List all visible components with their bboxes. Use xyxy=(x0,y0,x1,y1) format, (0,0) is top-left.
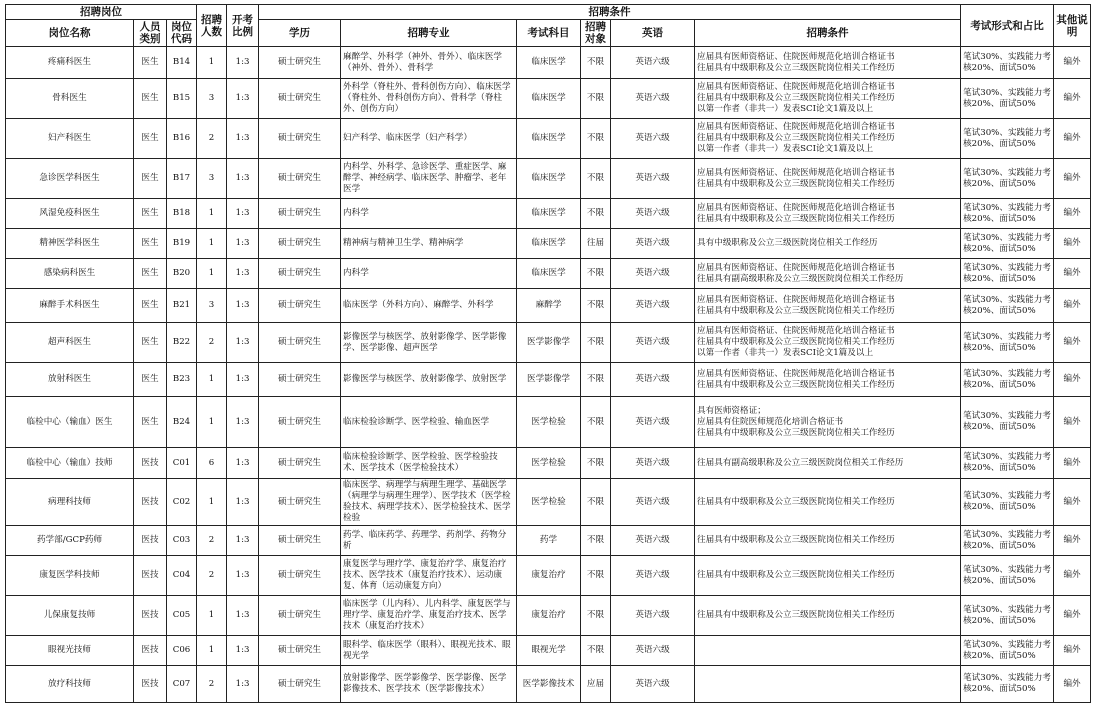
table-row xyxy=(6,259,1091,289)
cell-category: 医生 xyxy=(134,289,167,323)
cell-requirement: 具有医师资格证； 应届具有住院医师规范化培训合格证书 往届具有中级职称及公立三级医院岗位相关工作经历 xyxy=(695,397,961,448)
cell-education: 硕士研究生 xyxy=(259,479,341,526)
cell-requirement: 往届具有中级职称及公立三级医院岗位相关工作经历 xyxy=(695,556,961,596)
cell-english: 英语六级 xyxy=(611,556,695,596)
cell-category: 医技 xyxy=(134,556,167,596)
cell-category: 医生 xyxy=(134,159,167,199)
cell-major: 药学、临床药学、药理学、药剂学、药物分析 xyxy=(341,526,517,556)
header-exam: 考试形式和占比 xyxy=(961,5,1054,47)
cell-requirement: 应届具有医师资格证、住院医师规范化培训合格证书 往届具有中级职称及公立三级医院岗位相关工作经历 xyxy=(695,159,961,199)
cell-note: 编外 xyxy=(1054,289,1091,323)
cell-code: B22 xyxy=(167,323,197,363)
cell-code: B23 xyxy=(167,363,197,397)
cell-post-name: 放射科医生 xyxy=(6,363,134,397)
cell-ratio: 1:3 xyxy=(227,323,259,363)
cell-category: 医技 xyxy=(134,636,167,666)
table-row xyxy=(6,556,1091,596)
cell-note: 编外 xyxy=(1054,119,1091,159)
cell-subject: 麻醉学 xyxy=(517,289,581,323)
header-target: 招聘对象 xyxy=(581,20,611,47)
table-row xyxy=(6,79,1091,119)
cell-major: 眼科学、临床医学（眼科）、眼视光技术、眼视光学 xyxy=(341,636,517,666)
cell-major: 影像医学与核医学、放射影像学、放射医学 xyxy=(341,363,517,397)
cell-category: 医生 xyxy=(134,397,167,448)
cell-requirement xyxy=(695,636,961,666)
cell-note: 编外 xyxy=(1054,666,1091,703)
cell-category: 医生 xyxy=(134,363,167,397)
cell-requirement: 具有中级职称及公立三级医院岗位相关工作经历 xyxy=(695,229,961,259)
cell-post-name: 妇产科医生 xyxy=(6,119,134,159)
cell-major: 精神病与精神卫生学、精神病学 xyxy=(341,229,517,259)
cell-ratio: 1:3 xyxy=(227,79,259,119)
cell-exam: 笔试30%、实践能力考核20%、面试50% xyxy=(961,79,1054,119)
cell-major: 临床医学（外科方向）、麻醉学、外科学 xyxy=(341,289,517,323)
cell-exam: 笔试30%、实践能力考核20%、面试50% xyxy=(961,159,1054,199)
cell-requirement: 往届具有中级职称及公立三级医院岗位相关工作经历 xyxy=(695,526,961,556)
cell-english: 英语六级 xyxy=(611,289,695,323)
cell-category: 医生 xyxy=(134,199,167,229)
cell-education: 硕士研究生 xyxy=(259,199,341,229)
cell-category: 医生 xyxy=(134,323,167,363)
cell-education: 硕士研究生 xyxy=(259,596,341,636)
cell-count: 1 xyxy=(197,397,227,448)
cell-note: 编外 xyxy=(1054,596,1091,636)
cell-code: C03 xyxy=(167,526,197,556)
cell-ratio: 1:3 xyxy=(227,636,259,666)
cell-education: 硕士研究生 xyxy=(259,229,341,259)
cell-english: 英语六级 xyxy=(611,229,695,259)
cell-education: 硕士研究生 xyxy=(259,119,341,159)
cell-code: C06 xyxy=(167,636,197,666)
cell-note: 编外 xyxy=(1054,363,1091,397)
cell-ratio: 1:3 xyxy=(227,596,259,636)
table-row xyxy=(6,159,1091,199)
header-row-1 xyxy=(6,5,1091,20)
cell-subject: 医学影像学 xyxy=(517,323,581,363)
cell-category: 医技 xyxy=(134,596,167,636)
cell-code: B19 xyxy=(167,229,197,259)
cell-exam: 笔试30%、实践能力考核20%、面试50% xyxy=(961,479,1054,526)
table-row xyxy=(6,448,1091,479)
cell-major: 临床医学、病理学与病理生理学、基础医学（病理学与病理生理学）、医学技术（医学检验技术、病理学技术）、医学检验技术、医学检验 xyxy=(341,479,517,526)
cell-major: 内科学 xyxy=(341,199,517,229)
table-row xyxy=(6,323,1091,363)
cell-requirement: 往届具有中级职称及公立三级医院岗位相关工作经历 xyxy=(695,479,961,526)
cell-education: 硕士研究生 xyxy=(259,448,341,479)
cell-major: 临床检验诊断学、医学检验、医学检验技术、医学技术（医学检验技术） xyxy=(341,448,517,479)
cell-ratio: 1:3 xyxy=(227,448,259,479)
cell-education: 硕士研究生 xyxy=(259,159,341,199)
cell-code: C07 xyxy=(167,666,197,703)
cell-education: 硕士研究生 xyxy=(259,636,341,666)
cell-subject: 医学影像学 xyxy=(517,363,581,397)
cell-note: 编外 xyxy=(1054,323,1091,363)
cell-target: 应届 xyxy=(581,666,611,703)
cell-subject: 临床医学 xyxy=(517,159,581,199)
table-row xyxy=(6,666,1091,703)
cell-subject: 临床医学 xyxy=(517,119,581,159)
cell-category: 医生 xyxy=(134,79,167,119)
cell-english: 英语六级 xyxy=(611,363,695,397)
cell-note: 编外 xyxy=(1054,47,1091,79)
header-requirement: 招聘条件 xyxy=(695,20,961,47)
cell-subject: 医学影像技术 xyxy=(517,666,581,703)
cell-requirement: 应届具有医师资格证、住院医师规范化培训合格证书 往届具有中级职称及公立三级医院岗位相关工作经历 以第一作者（非共一）发表SCI论文1篇及以上 xyxy=(695,79,961,119)
cell-target: 往届 xyxy=(581,229,611,259)
cell-major: 外科学（脊柱外、骨科创伤方向）、临床医学（脊柱外、骨科创伤方向）、骨科学（脊柱外、创伤方向） xyxy=(341,79,517,119)
cell-exam: 笔试30%、实践能力考核20%、面试50% xyxy=(961,556,1054,596)
recruitment-table xyxy=(5,4,1091,703)
cell-post-name: 儿保康复技师 xyxy=(6,596,134,636)
header-category: 人员类别 xyxy=(134,20,167,47)
cell-post-name: 药学部/GCP药师 xyxy=(6,526,134,556)
cell-post-name: 病理科技师 xyxy=(6,479,134,526)
cell-exam: 笔试30%、实践能力考核20%、面试50% xyxy=(961,596,1054,636)
table-row xyxy=(6,397,1091,448)
cell-target: 不限 xyxy=(581,479,611,526)
cell-count: 1 xyxy=(197,596,227,636)
cell-english: 英语六级 xyxy=(611,47,695,79)
cell-ratio: 1:3 xyxy=(227,229,259,259)
cell-english: 英语六级 xyxy=(611,259,695,289)
cell-count: 2 xyxy=(197,556,227,596)
cell-category: 医生 xyxy=(134,259,167,289)
cell-subject: 临床医学 xyxy=(517,199,581,229)
cell-target: 不限 xyxy=(581,636,611,666)
cell-exam: 笔试30%、实践能力考核20%、面试50% xyxy=(961,448,1054,479)
cell-post-name: 骨科医生 xyxy=(6,79,134,119)
cell-code: C05 xyxy=(167,596,197,636)
table-row xyxy=(6,119,1091,159)
cell-post-name: 超声科医生 xyxy=(6,323,134,363)
table-row xyxy=(6,363,1091,397)
cell-target: 不限 xyxy=(581,526,611,556)
cell-note: 编外 xyxy=(1054,229,1091,259)
cell-target: 不限 xyxy=(581,159,611,199)
header-count: 招聘人数 xyxy=(197,5,227,47)
header-education: 学历 xyxy=(259,20,341,47)
cell-category: 医技 xyxy=(134,448,167,479)
cell-major: 康复医学与理疗学、康复治疗学、康复治疗技术、医学技术（康复治疗技术）、运动康复、体育（运动康复方向） xyxy=(341,556,517,596)
cell-target: 不限 xyxy=(581,79,611,119)
cell-count: 1 xyxy=(197,229,227,259)
cell-english: 英语六级 xyxy=(611,119,695,159)
cell-exam: 笔试30%、实践能力考核20%、面试50% xyxy=(961,666,1054,703)
cell-count: 3 xyxy=(197,289,227,323)
cell-code: B16 xyxy=(167,119,197,159)
cell-education: 硕士研究生 xyxy=(259,323,341,363)
cell-ratio: 1:3 xyxy=(227,199,259,229)
cell-count: 2 xyxy=(197,666,227,703)
cell-post-name: 急诊医学科医生 xyxy=(6,159,134,199)
cell-major: 影像医学与核医学、放射影像学、医学影像学、医学影像、超声医学 xyxy=(341,323,517,363)
cell-post-name: 放疗科技师 xyxy=(6,666,134,703)
cell-major: 内科学、外科学、急诊医学、重症医学、麻醉学、神经病学、临床医学、肿瘤学、老年医学 xyxy=(341,159,517,199)
table-row xyxy=(6,526,1091,556)
header-post-name: 岗位名称 xyxy=(6,20,134,47)
cell-ratio: 1:3 xyxy=(227,666,259,703)
cell-category: 医生 xyxy=(134,119,167,159)
cell-ratio: 1:3 xyxy=(227,259,259,289)
cell-english: 英语六级 xyxy=(611,526,695,556)
cell-note: 编外 xyxy=(1054,79,1091,119)
cell-exam: 笔试30%、实践能力考核20%、面试50% xyxy=(961,397,1054,448)
cell-subject: 临床医学 xyxy=(517,47,581,79)
cell-education: 硕士研究生 xyxy=(259,556,341,596)
cell-exam: 笔试30%、实践能力考核20%、面试50% xyxy=(961,526,1054,556)
cell-exam: 笔试30%、实践能力考核20%、面试50% xyxy=(961,323,1054,363)
cell-count: 2 xyxy=(197,526,227,556)
header-group-post: 招聘岗位 xyxy=(6,5,197,20)
cell-count: 1 xyxy=(197,636,227,666)
cell-exam: 笔试30%、实践能力考核20%、面试50% xyxy=(961,229,1054,259)
cell-major: 放射影像学、医学影像学、医学影像、医学影像技术、医学技术（医学影像技术） xyxy=(341,666,517,703)
cell-count: 2 xyxy=(197,119,227,159)
cell-requirement xyxy=(695,666,961,703)
cell-target: 不限 xyxy=(581,259,611,289)
cell-education: 硕士研究生 xyxy=(259,289,341,323)
table-row xyxy=(6,596,1091,636)
cell-category: 医生 xyxy=(134,229,167,259)
cell-requirement: 往届具有中级职称及公立三级医院岗位相关工作经历 xyxy=(695,596,961,636)
cell-exam: 笔试30%、实践能力考核20%、面试50% xyxy=(961,636,1054,666)
cell-note: 编外 xyxy=(1054,479,1091,526)
cell-major: 临床医学（儿内科）、儿内科学、康复医学与理疗学、康复治疗学、康复治疗技术、医学技术（康复治疗技术） xyxy=(341,596,517,636)
cell-category: 医技 xyxy=(134,666,167,703)
cell-target: 不限 xyxy=(581,397,611,448)
cell-post-name: 临检中心（输血）医生 xyxy=(6,397,134,448)
cell-category: 医技 xyxy=(134,479,167,526)
cell-ratio: 1:3 xyxy=(227,289,259,323)
cell-ratio: 1:3 xyxy=(227,556,259,596)
recruitment-table-container xyxy=(5,4,1090,703)
table-row xyxy=(6,636,1091,666)
cell-education: 硕士研究生 xyxy=(259,47,341,79)
cell-target: 不限 xyxy=(581,323,611,363)
cell-post-name: 麻醉手术科医生 xyxy=(6,289,134,323)
cell-count: 1 xyxy=(197,47,227,79)
header-english: 英语 xyxy=(611,20,695,47)
cell-education: 硕士研究生 xyxy=(259,397,341,448)
cell-note: 编外 xyxy=(1054,199,1091,229)
cell-exam: 笔试30%、实践能力考核20%、面试50% xyxy=(961,363,1054,397)
table-row xyxy=(6,479,1091,526)
cell-english: 英语六级 xyxy=(611,79,695,119)
cell-target: 不限 xyxy=(581,199,611,229)
cell-post-name: 眼视光技师 xyxy=(6,636,134,666)
cell-target: 不限 xyxy=(581,289,611,323)
table-body xyxy=(6,47,1091,703)
cell-code: B18 xyxy=(167,199,197,229)
header-row-2 xyxy=(6,20,1091,47)
cell-requirement: 应届具有医师资格证、住院医师规范化培训合格证书 往届具有中级职称及公立三级医院岗位相关工作经历 xyxy=(695,289,961,323)
cell-count: 1 xyxy=(197,479,227,526)
cell-english: 英语六级 xyxy=(611,159,695,199)
cell-requirement: 应届具有医师资格证、住院医师规范化培训合格证书 往届具有中级职称及公立三级医院岗位相关工作经历 xyxy=(695,47,961,79)
cell-count: 2 xyxy=(197,323,227,363)
cell-post-name: 临检中心（输血）技师 xyxy=(6,448,134,479)
cell-requirement: 应届具有医师资格证、住院医师规范化培训合格证书 往届具有中级职称及公立三级医院岗位相关工作经历 以第一作者（非共一）发表SCI论文1篇及以上 xyxy=(695,323,961,363)
table-row xyxy=(6,47,1091,79)
cell-code: B17 xyxy=(167,159,197,199)
cell-target: 不限 xyxy=(581,556,611,596)
cell-note: 编外 xyxy=(1054,636,1091,666)
cell-education: 硕士研究生 xyxy=(259,79,341,119)
cell-subject: 临床医学 xyxy=(517,229,581,259)
cell-english: 英语六级 xyxy=(611,448,695,479)
cell-major: 妇产科学、临床医学（妇产科学） xyxy=(341,119,517,159)
cell-exam: 笔试30%、实践能力考核20%、面试50% xyxy=(961,47,1054,79)
cell-ratio: 1:3 xyxy=(227,479,259,526)
cell-note: 编外 xyxy=(1054,556,1091,596)
cell-ratio: 1:3 xyxy=(227,363,259,397)
cell-ratio: 1:3 xyxy=(227,47,259,79)
cell-subject: 药学 xyxy=(517,526,581,556)
cell-code: B24 xyxy=(167,397,197,448)
cell-subject: 医学检验 xyxy=(517,397,581,448)
cell-english: 英语六级 xyxy=(611,323,695,363)
cell-post-name: 疼痛科医生 xyxy=(6,47,134,79)
cell-requirement: 应届具有医师资格证、住院医师规范化培训合格证书 往届具有中级职称及公立三级医院岗位相关工作经历 xyxy=(695,363,961,397)
cell-target: 不限 xyxy=(581,448,611,479)
cell-post-name: 精神医学科医生 xyxy=(6,229,134,259)
cell-education: 硕士研究生 xyxy=(259,363,341,397)
table-row xyxy=(6,229,1091,259)
table-row xyxy=(6,199,1091,229)
cell-ratio: 1:3 xyxy=(227,159,259,199)
header-ratio: 开考比例 xyxy=(227,5,259,47)
table-row xyxy=(6,289,1091,323)
cell-post-name: 康复医学科技师 xyxy=(6,556,134,596)
cell-target: 不限 xyxy=(581,596,611,636)
cell-target: 不限 xyxy=(581,47,611,79)
header-code: 岗位代码 xyxy=(167,20,197,47)
cell-major: 麻醉学、外科学（神外、骨外）、临床医学（神外、骨外）、骨科学 xyxy=(341,47,517,79)
cell-count: 1 xyxy=(197,259,227,289)
header-major: 招聘专业 xyxy=(341,20,517,47)
cell-subject: 医学检验 xyxy=(517,479,581,526)
cell-note: 编外 xyxy=(1054,526,1091,556)
cell-subject: 康复治疗 xyxy=(517,596,581,636)
cell-english: 英语六级 xyxy=(611,666,695,703)
cell-code: B21 xyxy=(167,289,197,323)
cell-note: 编外 xyxy=(1054,397,1091,448)
cell-subject: 临床医学 xyxy=(517,259,581,289)
cell-english: 英语六级 xyxy=(611,199,695,229)
cell-major: 内科学 xyxy=(341,259,517,289)
cell-education: 硕士研究生 xyxy=(259,666,341,703)
cell-count: 1 xyxy=(197,199,227,229)
cell-target: 不限 xyxy=(581,119,611,159)
cell-post-name: 感染病科医生 xyxy=(6,259,134,289)
cell-post-name: 风湿免疫科医生 xyxy=(6,199,134,229)
cell-subject: 眼视光学 xyxy=(517,636,581,666)
cell-note: 编外 xyxy=(1054,159,1091,199)
cell-exam: 笔试30%、实践能力考核20%、面试50% xyxy=(961,119,1054,159)
header-note: 其他说明 xyxy=(1054,5,1091,47)
cell-major: 临床检验诊断学、医学检验、输血医学 xyxy=(341,397,517,448)
cell-category: 医技 xyxy=(134,526,167,556)
cell-note: 编外 xyxy=(1054,448,1091,479)
cell-code: C01 xyxy=(167,448,197,479)
cell-exam: 笔试30%、实践能力考核20%、面试50% xyxy=(961,259,1054,289)
cell-requirement: 应届具有医师资格证、住院医师规范化培训合格证书 往届具有中级职称及公立三级医院岗位相关工作经历 以第一作者（非共一）发表SCI论文1篇及以上 xyxy=(695,119,961,159)
cell-count: 1 xyxy=(197,363,227,397)
cell-count: 6 xyxy=(197,448,227,479)
cell-count: 3 xyxy=(197,159,227,199)
cell-education: 硕士研究生 xyxy=(259,526,341,556)
cell-ratio: 1:3 xyxy=(227,397,259,448)
cell-education: 硕士研究生 xyxy=(259,259,341,289)
cell-code: B20 xyxy=(167,259,197,289)
header-group-conditions: 招聘条件 xyxy=(259,5,961,20)
cell-ratio: 1:3 xyxy=(227,526,259,556)
cell-english: 英语六级 xyxy=(611,397,695,448)
cell-code: B15 xyxy=(167,79,197,119)
cell-english: 英语六级 xyxy=(611,636,695,666)
cell-subject: 临床医学 xyxy=(517,79,581,119)
cell-subject: 康复治疗 xyxy=(517,556,581,596)
cell-requirement: 往届具有副高级职称及公立三级医院岗位相关工作经历 xyxy=(695,448,961,479)
cell-english: 英语六级 xyxy=(611,596,695,636)
cell-code: C02 xyxy=(167,479,197,526)
cell-subject: 医学检验 xyxy=(517,448,581,479)
cell-category: 医生 xyxy=(134,47,167,79)
cell-exam: 笔试30%、实践能力考核20%、面试50% xyxy=(961,289,1054,323)
header-subject: 考试科目 xyxy=(517,20,581,47)
cell-requirement: 应届具有医师资格证、住院医师规范化培训合格证书 往届具有中级职称及公立三级医院岗位相关工作经历 xyxy=(695,199,961,229)
cell-code: C04 xyxy=(167,556,197,596)
cell-exam: 笔试30%、实践能力考核20%、面试50% xyxy=(961,199,1054,229)
cell-ratio: 1:3 xyxy=(227,119,259,159)
cell-count: 3 xyxy=(197,79,227,119)
cell-code: B14 xyxy=(167,47,197,79)
cell-note: 编外 xyxy=(1054,259,1091,289)
cell-english: 英语六级 xyxy=(611,479,695,526)
cell-target: 不限 xyxy=(581,363,611,397)
cell-requirement: 应届具有医师资格证、住院医师规范化培训合格证书 往届具有副高级职称及公立三级医院岗位相关工作经历 xyxy=(695,259,961,289)
